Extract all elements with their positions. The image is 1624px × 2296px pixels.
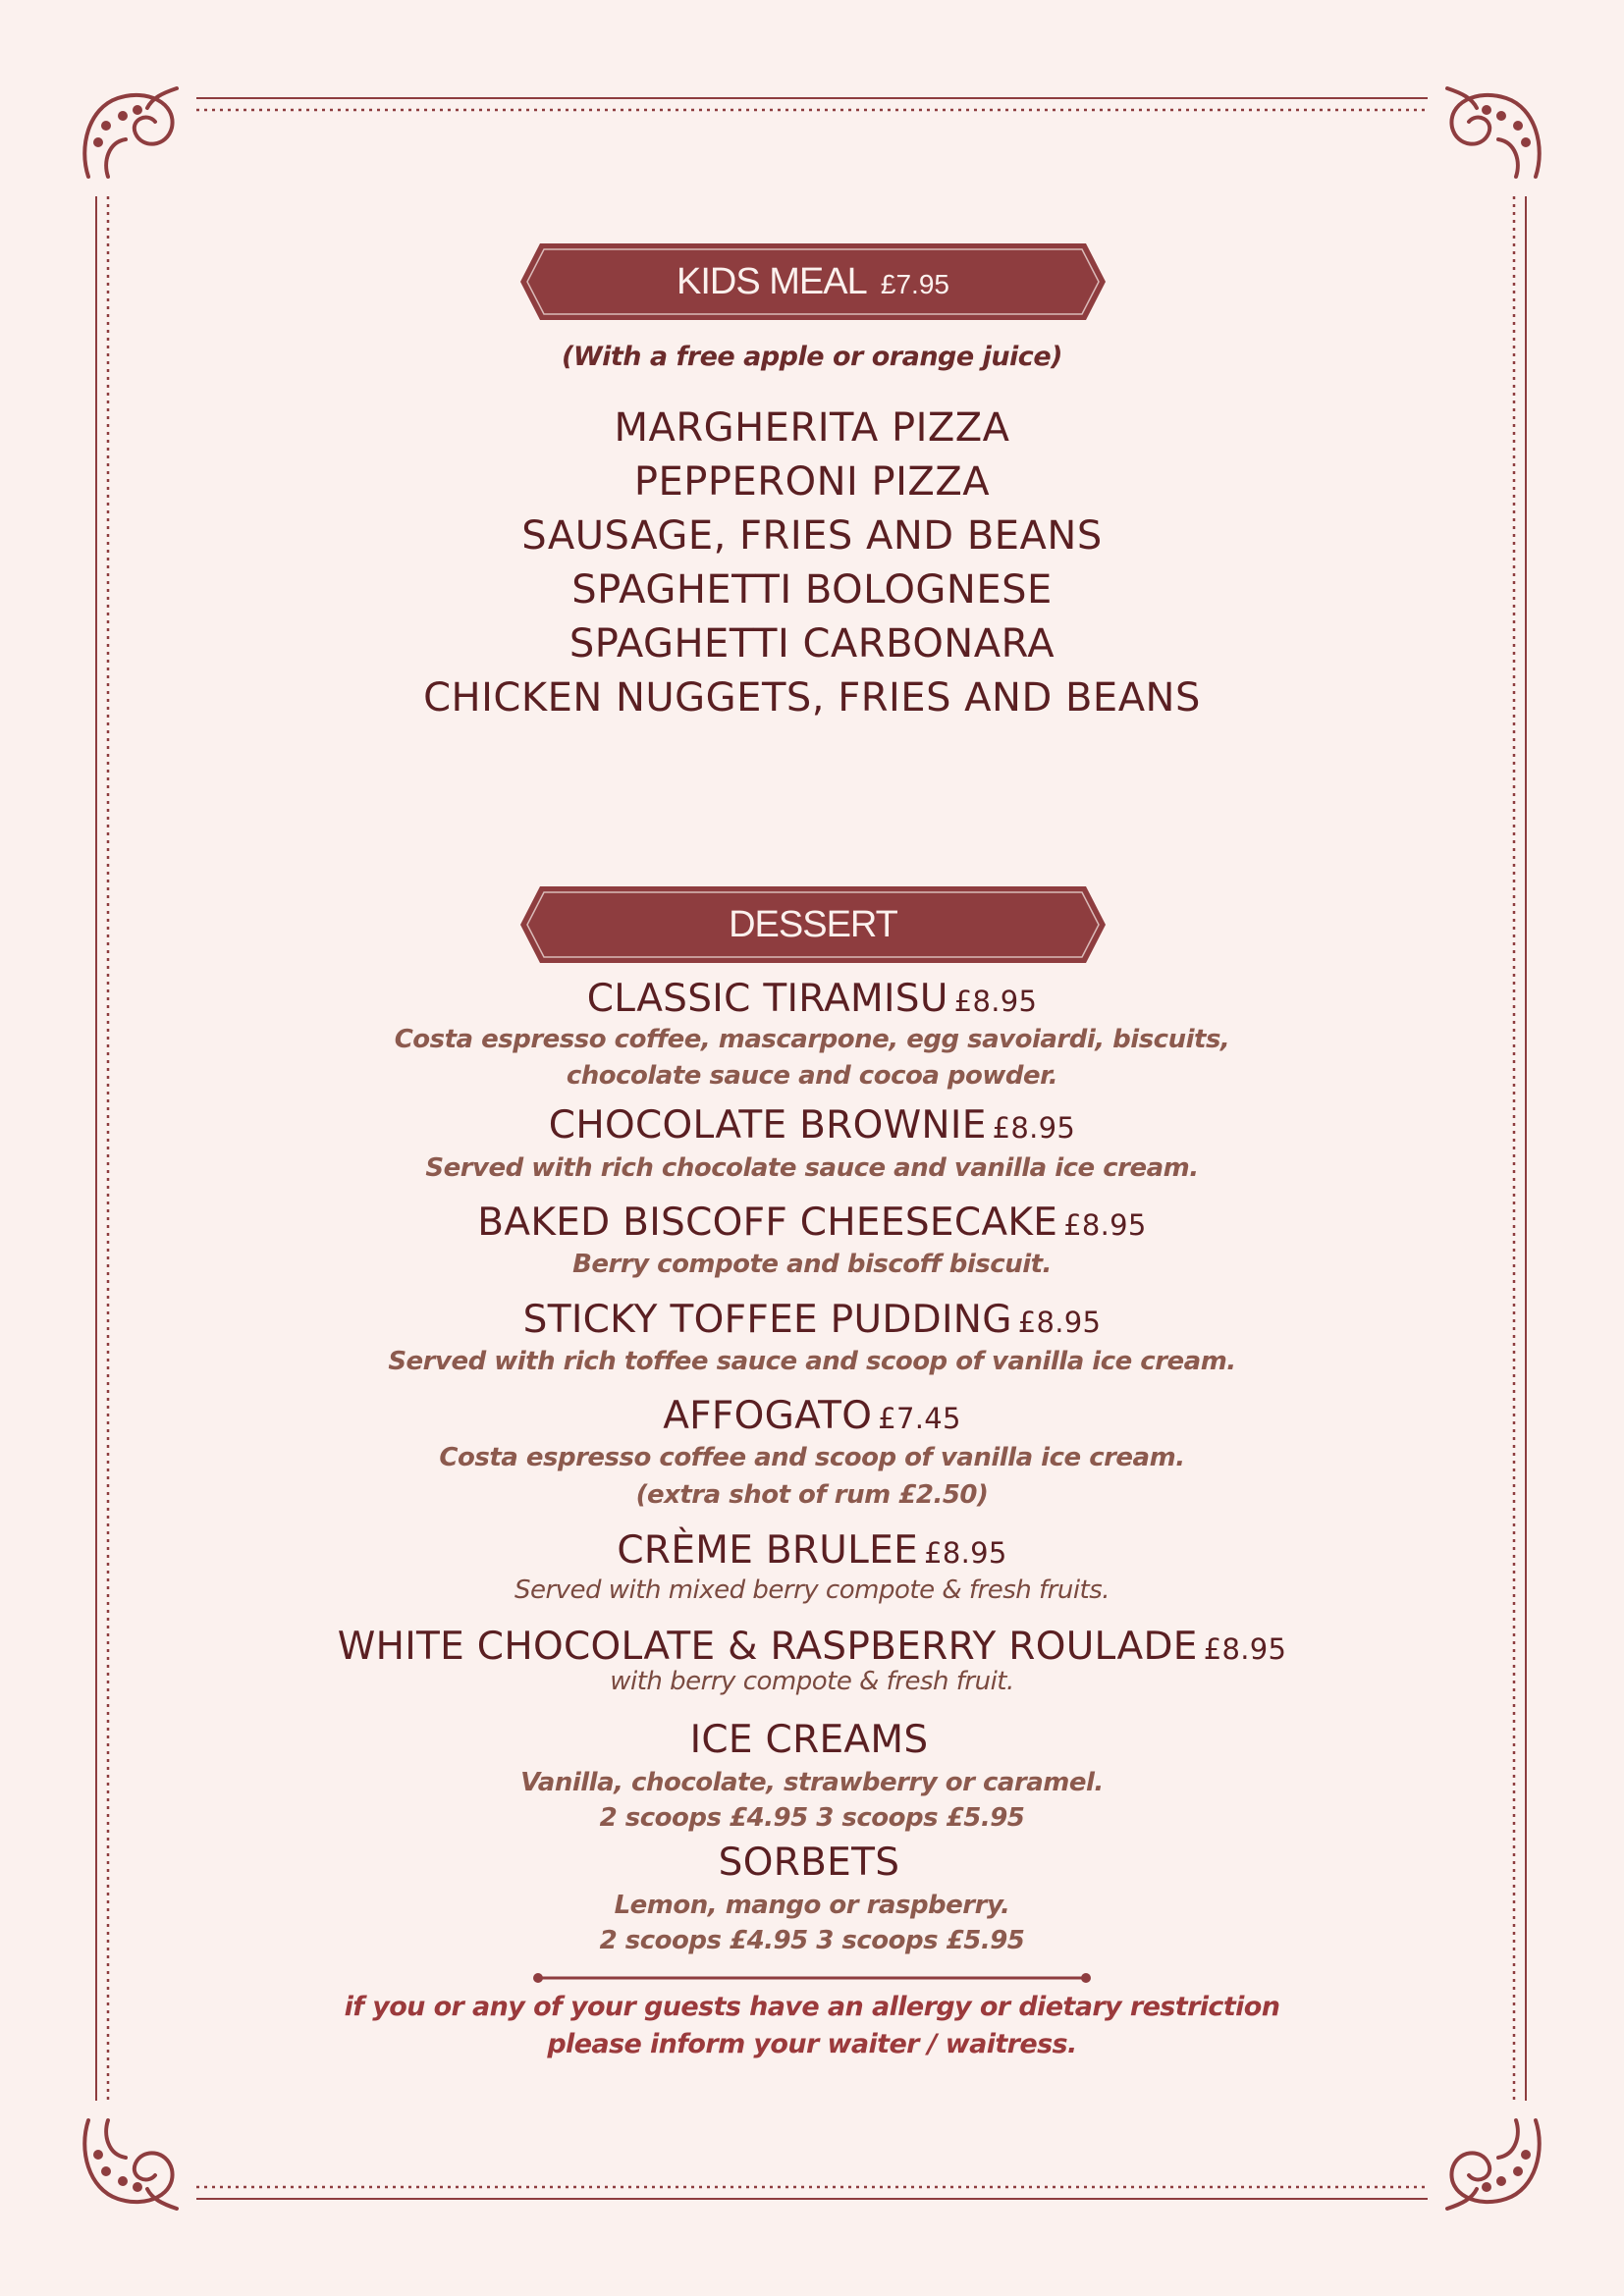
dessert-item-title	[0, 1841, 1624, 1885]
dessert-name: AFFOGATO	[663, 1394, 873, 1438]
allergy-notice: please inform your waiter / waitress.	[547, 2029, 1077, 2059]
dessert-description: with berry compote & fresh fruit.	[610, 1667, 1014, 1696]
dessert-description: Vanilla, chocolate, strawberry or caramel.	[520, 1768, 1104, 1797]
dessert-name: CLASSIC TIRAMISU	[586, 977, 948, 1021]
corner-ornament-top-left	[69, 69, 196, 196]
dessert-price: £7.45	[878, 1402, 961, 1435]
kids-meal-price: £7.95	[880, 269, 949, 299]
kids-meal-item: SAUSAGE, FRIES AND BEANS	[521, 513, 1103, 559]
kids-meal-item: SPAGHETTI CARBONARA	[568, 621, 1056, 667]
dessert-price: £8.95	[953, 985, 1038, 1018]
dessert-price: £8.95	[924, 1536, 1007, 1570]
dessert-price: £8.95	[992, 1111, 1076, 1145]
dessert-name: WHITE CHOCOLATE & RASPBERRY ROULADE	[337, 1625, 1198, 1669]
dessert-price: £8.95	[1063, 1208, 1147, 1242]
dessert-name: BAKED BISCOFF CHEESECAKE	[477, 1201, 1058, 1245]
dessert-name: ICE CREAMS	[689, 1718, 929, 1762]
dessert-item-title	[0, 1625, 1624, 1669]
kids-meal-note: (With a free apple or orange juice)	[562, 342, 1062, 372]
dessert-description: 2 scoops £4.95 3 scoops £5.95	[599, 1926, 1025, 1955]
allergy-notice: if you or any of your guests have an allergy or dietary restriction	[344, 1992, 1280, 2022]
dessert-item-title	[0, 1718, 1624, 1762]
kids-meal-item: CHICKEN NUGGETS, FRIES AND BEANS	[423, 675, 1201, 721]
dessert-banner	[518, 884, 1108, 965]
dessert-description: Berry compote and biscoff biscuit.	[572, 1250, 1052, 1279]
kids-meal-item: MARGHERITA PIZZA	[614, 405, 1010, 451]
dessert-description: Costa espresso coffee and scoop of vanilla ice cream.	[439, 1443, 1185, 1472]
dessert-item-title	[0, 1298, 1624, 1342]
kids-meal-item: PEPPERONI PIZZA	[633, 459, 991, 505]
dessert-name: SORBETS	[718, 1841, 900, 1885]
dessert-description: Served with mixed berry compote & fresh fruits.	[514, 1575, 1110, 1605]
dessert-description: (extra shot of rum £2.50)	[635, 1480, 989, 1510]
dessert-item-title	[0, 1394, 1624, 1438]
dessert-name: CRÈME BRULEE	[617, 1528, 919, 1573]
dessert-item-title	[0, 977, 1624, 1021]
dessert-description: Served with rich chocolate sauce and vanilla ice cream.	[425, 1153, 1199, 1183]
dessert-item-title	[0, 1201, 1624, 1245]
section-divider	[530, 1968, 1094, 1988]
corner-ornament-top-right	[1428, 69, 1555, 196]
dessert-price: £8.95	[1203, 1632, 1287, 1666]
corner-ornament-bottom-right	[1428, 2101, 1555, 2228]
corner-ornament-bottom-left	[69, 2101, 196, 2228]
dessert-description: chocolate sauce and cocoa powder.	[566, 1061, 1058, 1091]
kids-meal-title: KIDS MEAL	[677, 261, 866, 302]
dessert-title: DESSERT	[729, 904, 897, 945]
kids-meal-item: SPAGHETTI BOLOGNESE	[571, 567, 1053, 613]
dessert-description: Costa espresso coffee, mascarpone, egg savoiardi, biscuits,	[394, 1025, 1230, 1054]
dessert-name: CHOCOLATE BROWNIE	[548, 1103, 987, 1148]
dessert-description: 2 scoops £4.95 3 scoops £5.95	[599, 1803, 1025, 1833]
dessert-price: £8.95	[1017, 1306, 1102, 1339]
dessert-description: Served with rich toffee sauce and scoop of vanilla ice cream.	[388, 1347, 1236, 1376]
kids-meal-banner	[518, 241, 1108, 322]
dessert-item-title	[0, 1103, 1624, 1148]
dessert-name: STICKY TOFFEE PUDDING	[522, 1298, 1012, 1342]
dessert-item-title	[0, 1528, 1624, 1573]
dessert-description: Lemon, mango or raspberry.	[614, 1891, 1010, 1920]
